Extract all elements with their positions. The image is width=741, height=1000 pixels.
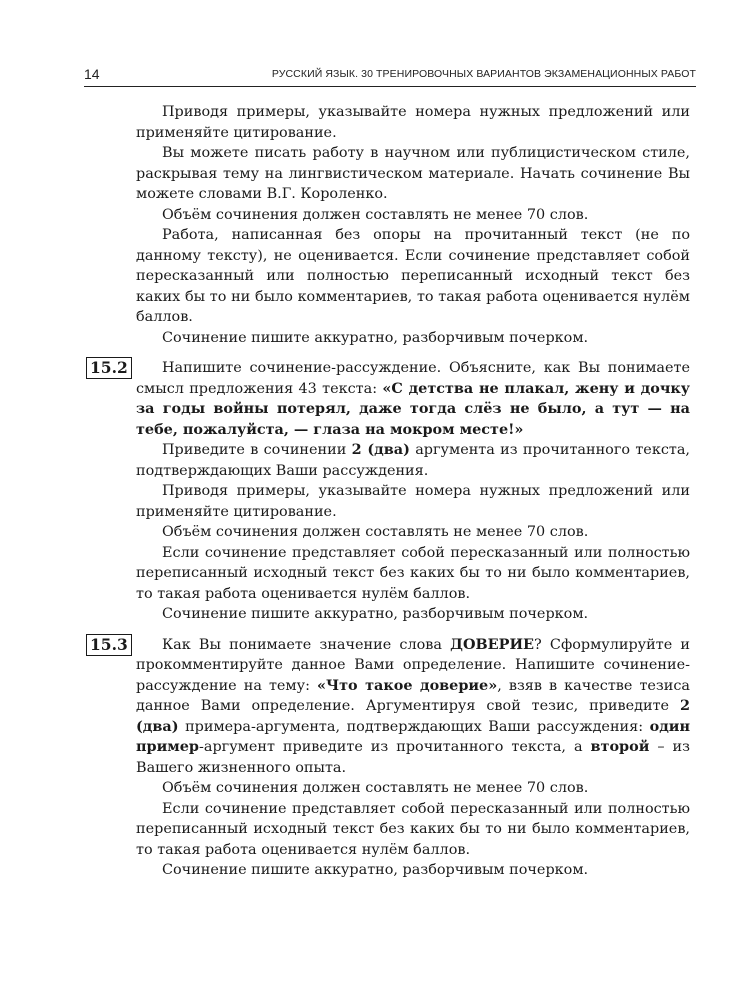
paragraph: Работа, написанная без опоры на прочитанный текст (не по данному тексту), не оценивается. Если сочинение представляет собой пересказанный или полностью переписанный исходный текст без каких бы то ни было комментариев, то такая работа оценивается нулём баллов. [136, 227, 690, 325]
page-number: 14 [84, 66, 100, 82]
intro-section [136, 102, 690, 348]
paragraph: Объём сочинения должен составлять не менее 70 слов. [162, 524, 589, 540]
paragraph: Приводя примеры, указывайте номера нужных предложений или применяйте цитирование. [136, 104, 690, 141]
task-15-2 [90, 358, 690, 625]
paragraph: Как Вы понимаете значение слова ДОВЕРИЕ? Сформулируйте и прокомментируйте данное Вами определение. Напишите сочинение-рассуждение на тему: «Что такое доверие», взяв в качестве тезиса данное Вами определение. Аргументируя свой тезис, приведите 2 (два) примера-аргумента, подтверждающих Ваши рассуждения: один пример-аргумент приведите из прочитанного текста, а второй – из Вашего жизненного опыта. [136, 635, 690, 776]
paragraph: Объём сочинения должен составлять не менее 70 слов. [162, 206, 589, 223]
task-15-3 [90, 634, 690, 881]
paragraph: Если сочинение представляет собой пересказанный или полностью переписанный исходный текст без каких бы то ни было комментариев, то такая работа оценивается нулём баллов. [136, 544, 690, 602]
paragraph: Если сочинение представляет собой пересказанный или полностью переписанный исходный текст без каких бы то ни было комментариев, то такая работа оценивается нулём баллов. [136, 800, 690, 858]
paragraph: Напишите сочинение-рассуждение. Объясните, как Вы понимаете смысл предложения 43 текста: «С детства не плакал, жену и дочку за годы войны потерял, даже тогда слёз не было, а тут — на тебе, пожалуйста, — глаза на мокром месте!» [136, 360, 690, 438]
task-number-badge: 15.3 [86, 634, 132, 656]
page-header [84, 60, 696, 87]
paragraph: Сочинение пишите аккуратно, разборчивым почерком. [162, 329, 589, 346]
page-content [90, 102, 690, 881]
quote-bold: «С детства не плакал, жену и дочку за годы войны потерял, даже тогда слёз не было, а тут — на тебе, пожалуйста, — глаза на мокром месте!» [136, 379, 690, 438]
paragraph: Вы можете писать работу в научном или публицистическом стиле, раскрывая тему на лингвистическом материале. Начать сочинение Вы можете словами В.Г. Короленко. [136, 145, 690, 202]
paragraph: Сочинение пишите аккуратно, разборчивым почерком. [162, 606, 589, 622]
paragraph: Сочинение пишите аккуратно, разборчивым почерком. [162, 862, 589, 878]
task-number-badge: 15.2 [86, 357, 132, 379]
running-title: РУССКИЙ ЯЗЫК. 30 ТРЕНИРОВОЧНЫХ ВАРИАНТОВ ЭКЗАМЕНАЦИОННЫХ РАБОТ [271, 68, 696, 80]
paragraph: Приведите в сочинении 2 (два) аргумента из прочитанного текста, подтверждающих Ваши рассуждения. [136, 441, 690, 479]
paragraph: Объём сочинения должен составлять не менее 70 слов. [162, 780, 589, 796]
paragraph: Приводя примеры, указывайте номера нужных предложений или применяйте цитирование. [136, 483, 690, 520]
